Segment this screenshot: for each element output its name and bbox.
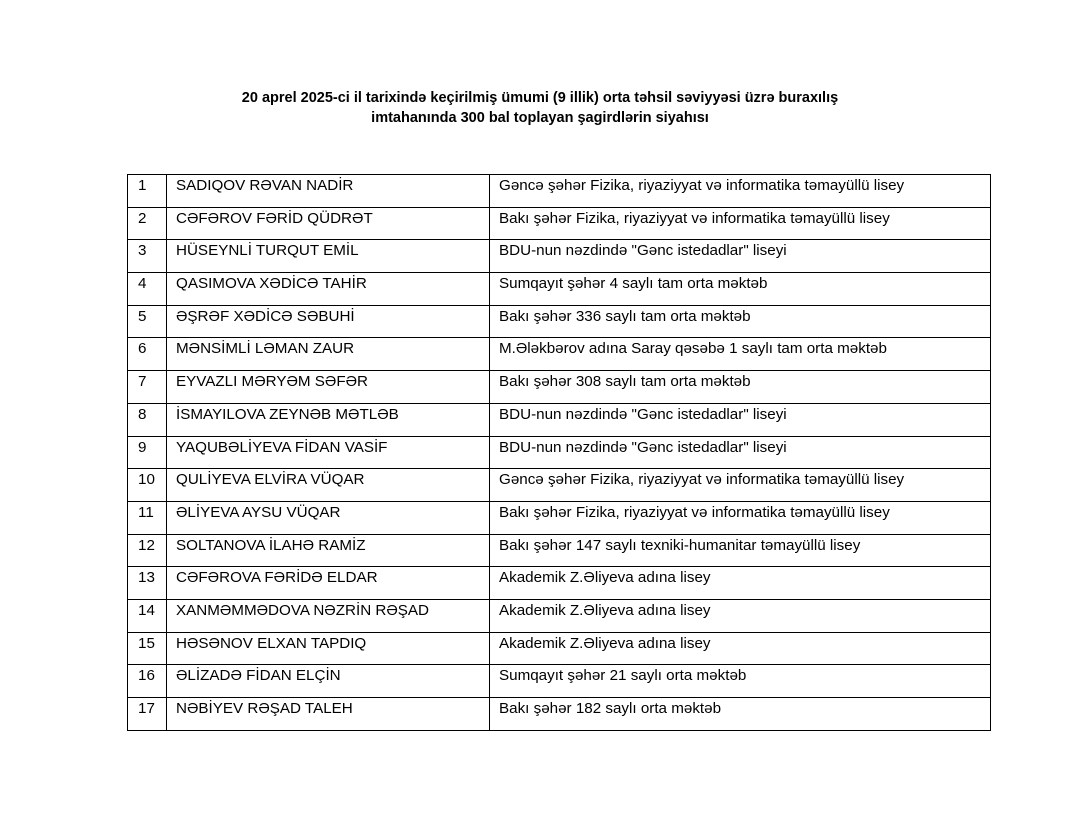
row-number: 7 — [128, 371, 167, 404]
school-name: BDU-nun nəzdində "Gənc istedadlar" liseyi — [490, 240, 991, 273]
school-name: BDU-nun nəzdində "Gənc istedadlar" liseyi — [490, 436, 991, 469]
table-row — [128, 403, 991, 436]
title-line-2: imtahanında 300 bal toplayan şagirdlərin siyahısı — [371, 110, 709, 126]
school-name: Gəncə şəhər Fizika, riyaziyyat və informatika təmayüllü lisey — [490, 175, 991, 208]
student-name: NƏBİYEV RƏŞAD TALEH — [167, 698, 490, 731]
table-row — [128, 567, 991, 600]
table-row — [128, 469, 991, 502]
students-table-body — [128, 175, 991, 731]
table-row — [128, 305, 991, 338]
table-row — [128, 632, 991, 665]
row-number: 11 — [128, 501, 167, 534]
student-name: SOLTANOVA İLAHƏ RAMİZ — [167, 534, 490, 567]
row-number: 12 — [128, 534, 167, 567]
table-row — [128, 338, 991, 371]
school-name: Sumqayıt şəhər 4 saylı tam orta məktəb — [490, 273, 991, 306]
title-line-1: 20 aprel 2025-ci il tarixində keçirilmiş ümumi (9 illik) orta təhsil səviyyəsi üzrə buraxılış — [241, 90, 839, 106]
student-name: ƏLİZADƏ FİDAN ELÇİN — [167, 665, 490, 698]
table-row — [128, 501, 991, 534]
school-name: Bakı şəhər 147 saylı texniki-humanitar təmayüllü lisey — [490, 534, 991, 567]
table-row — [128, 534, 991, 567]
row-number: 8 — [128, 403, 167, 436]
school-name: Sumqayıt şəhər 21 saylı orta məktəb — [490, 665, 991, 698]
school-name: BDU-nun nəzdində "Gənc istedadlar" liseyi — [490, 403, 991, 436]
student-name: ƏLİYEVA AYSU VÜQAR — [167, 501, 490, 534]
table-row — [128, 175, 991, 208]
student-name: XANMƏMMƏDOVA NƏZRİN RƏŞAD — [167, 599, 490, 632]
row-number: 10 — [128, 469, 167, 502]
student-name: YAQUBƏLİYEVA FİDAN VASİF — [167, 436, 490, 469]
row-number: 3 — [128, 240, 167, 273]
row-number: 14 — [128, 599, 167, 632]
student-name: EYVAZLI MƏRYƏM SƏFƏR — [167, 371, 490, 404]
row-number: 5 — [128, 305, 167, 338]
student-name: CƏFƏROV FƏRİD QÜDRƏT — [167, 207, 490, 240]
row-number: 13 — [128, 567, 167, 600]
row-number: 9 — [128, 436, 167, 469]
student-name: HÜSEYNLİ TURQUT EMİL — [167, 240, 490, 273]
row-number: 6 — [128, 338, 167, 371]
row-number: 16 — [128, 665, 167, 698]
school-name: Bakı şəhər Fizika, riyaziyyat və informatika təmayüllü lisey — [490, 501, 991, 534]
school-name: Gəncə şəhər Fizika, riyaziyyat və informatika təmayüllü lisey — [490, 469, 991, 502]
table-row — [128, 240, 991, 273]
table-row — [128, 273, 991, 306]
row-number: 4 — [128, 273, 167, 306]
student-name: QULİYEVA ELVİRA VÜQAR — [167, 469, 490, 502]
student-name: ƏŞRƏF XƏDİCƏ SƏBUHİ — [167, 305, 490, 338]
school-name: Akademik Z.Əliyeva adına lisey — [490, 632, 991, 665]
table-row — [128, 599, 991, 632]
row-number: 15 — [128, 632, 167, 665]
table-row — [128, 665, 991, 698]
table-row — [128, 698, 991, 731]
student-name: İSMAYILOVA ZEYNƏB MƏTLƏB — [167, 403, 490, 436]
student-name: QASIMOVA XƏDİCƏ TAHİR — [167, 273, 490, 306]
school-name: Akademik Z.Əliyeva adına lisey — [490, 567, 991, 600]
row-number: 1 — [128, 175, 167, 208]
student-name: CƏFƏROVA FƏRİDƏ ELDAR — [167, 567, 490, 600]
table-row — [128, 436, 991, 469]
school-name: Bakı şəhər Fizika, riyaziyyat və informatika təmayüllü lisey — [490, 207, 991, 240]
row-number: 17 — [128, 698, 167, 731]
school-name: Bakı şəhər 336 saylı tam orta məktəb — [490, 305, 991, 338]
document-title — [0, 88, 1080, 128]
table-row — [128, 371, 991, 404]
school-name: Akademik Z.Əliyeva adına lisey — [490, 599, 991, 632]
school-name: M.Ələkbərov adına Saray qəsəbə 1 saylı tam orta məktəb — [490, 338, 991, 371]
student-name: MƏNSİMLİ LƏMAN ZAUR — [167, 338, 490, 371]
students-table — [127, 174, 991, 731]
student-name: SADIQOV RƏVAN NADİR — [167, 175, 490, 208]
row-number: 2 — [128, 207, 167, 240]
school-name: Bakı şəhər 182 saylı orta məktəb — [490, 698, 991, 731]
school-name: Bakı şəhər 308 saylı tam orta məktəb — [490, 371, 991, 404]
table-row — [128, 207, 991, 240]
student-name: HƏSƏNOV ELXAN TAPDIQ — [167, 632, 490, 665]
